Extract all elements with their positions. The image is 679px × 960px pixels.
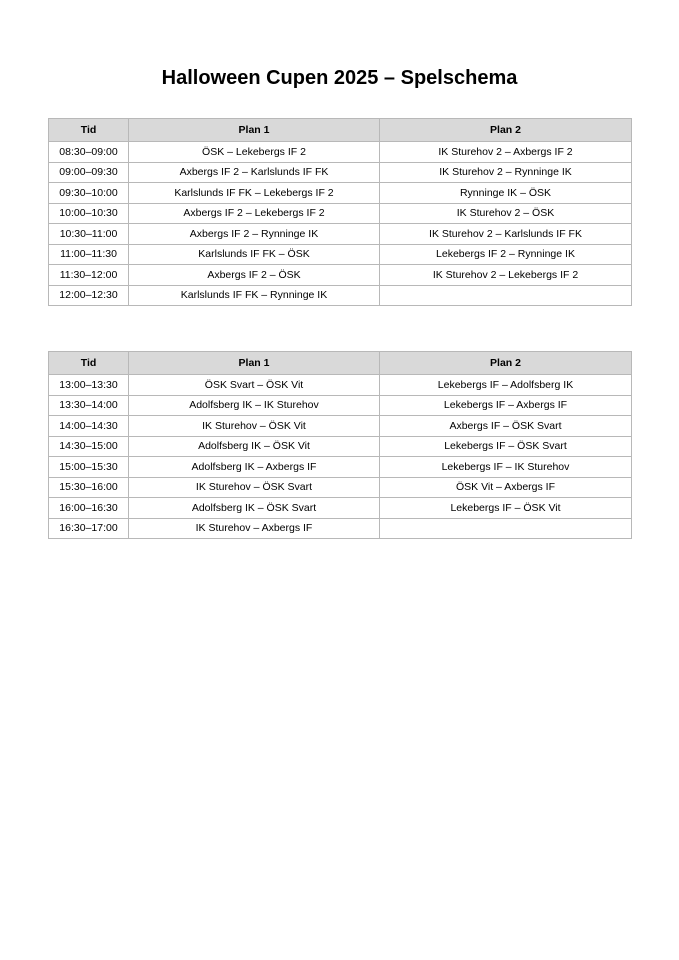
time-cell: 11:00–11:30 (49, 244, 129, 265)
table-row (49, 375, 632, 396)
table-row (49, 224, 632, 245)
time-cell: 15:00–15:30 (49, 457, 129, 478)
plan-2-match-cell: Lekebergs IF – ÖSK Svart (380, 436, 632, 457)
plan-1-match-cell: IK Sturehov – ÖSK Svart (129, 477, 380, 498)
plan-1-match-cell: Adolfsberg IK – ÖSK Vit (129, 436, 380, 457)
table-row (49, 477, 632, 498)
table-header-row (49, 352, 632, 375)
column-header-plan-1: Plan 1 (129, 119, 380, 142)
plan-1-match-cell: Karlslunds IF FK – Rynninge IK (129, 285, 380, 306)
table-header-row (49, 119, 632, 142)
time-cell: 09:00–09:30 (49, 162, 129, 183)
plan-2-match-cell: IK Sturehov 2 – Axbergs IF 2 (380, 142, 632, 163)
time-cell: 16:30–17:00 (49, 518, 129, 539)
table-row (49, 162, 632, 183)
time-cell: 10:00–10:30 (49, 203, 129, 224)
schedule-table-afternoon (48, 351, 632, 539)
table-row (49, 498, 632, 519)
time-cell: 09:30–10:00 (49, 183, 129, 204)
plan-1-match-cell: Axbergs IF 2 – Karlslunds IF FK (129, 162, 380, 183)
table-row (49, 457, 632, 478)
plan-1-match-cell: Axbergs IF 2 – Lekebergs IF 2 (129, 203, 380, 224)
plan-1-match-cell: IK Sturehov – Axbergs IF (129, 518, 380, 539)
time-cell: 16:00–16:30 (49, 498, 129, 519)
plan-2-match-cell (380, 518, 632, 539)
plan-1-match-cell: ÖSK Svart – ÖSK Vit (129, 375, 380, 396)
time-cell: 13:30–14:00 (49, 395, 129, 416)
plan-2-match-cell: Axbergs IF – ÖSK Svart (380, 416, 632, 437)
table-row (49, 183, 632, 204)
column-header-plan-1: Plan 1 (129, 352, 380, 375)
time-cell: 12:00–12:30 (49, 285, 129, 306)
plan-2-match-cell: IK Sturehov 2 – Rynninge IK (380, 162, 632, 183)
time-cell: 11:30–12:00 (49, 265, 129, 286)
plan-2-match-cell: Lekebergs IF – Adolfsberg IK (380, 375, 632, 396)
table-row (49, 265, 632, 286)
column-header-plan-2: Plan 2 (380, 119, 632, 142)
schedule-table-morning (48, 118, 632, 306)
plan-1-match-cell: Adolfsberg IK – IK Sturehov (129, 395, 380, 416)
plan-2-match-cell (380, 285, 632, 306)
plan-2-match-cell: Lekebergs IF – Axbergs IF (380, 395, 632, 416)
plan-1-match-cell: Adolfsberg IK – Axbergs IF (129, 457, 380, 478)
plan-2-match-cell: ÖSK Vit – Axbergs IF (380, 477, 632, 498)
table-row (49, 395, 632, 416)
plan-2-match-cell: Lekebergs IF – IK Sturehov (380, 457, 632, 478)
column-header-time: Tid (49, 352, 129, 375)
plan-2-match-cell: IK Sturehov 2 – Karlslunds IF FK (380, 224, 632, 245)
plan-1-match-cell: Karlslunds IF FK – ÖSK (129, 244, 380, 265)
table-row (49, 244, 632, 265)
time-cell: 08:30–09:00 (49, 142, 129, 163)
plan-1-match-cell: Karlslunds IF FK – Lekebergs IF 2 (129, 183, 380, 204)
table-row (49, 436, 632, 457)
plan-2-match-cell: Rynninge IK – ÖSK (380, 183, 632, 204)
time-cell: 15:30–16:00 (49, 477, 129, 498)
plan-2-match-cell: IK Sturehov 2 – Lekebergs IF 2 (380, 265, 632, 286)
table-row (49, 416, 632, 437)
table-row (49, 285, 632, 306)
table-row (49, 518, 632, 539)
column-header-plan-2: Plan 2 (380, 352, 632, 375)
plan-1-match-cell: ÖSK – Lekebergs IF 2 (129, 142, 380, 163)
time-cell: 14:30–15:00 (49, 436, 129, 457)
plan-1-match-cell: Adolfsberg IK – ÖSK Svart (129, 498, 380, 519)
plan-2-match-cell: IK Sturehov 2 – ÖSK (380, 203, 632, 224)
page-title: Halloween Cupen 2025 – Spelschema (161, 67, 518, 89)
table-row (49, 142, 632, 163)
plan-2-match-cell: Lekebergs IF 2 – Rynninge IK (380, 244, 632, 265)
time-cell: 14:00–14:30 (49, 416, 129, 437)
table-row (49, 203, 632, 224)
column-header-time: Tid (49, 119, 129, 142)
plan-1-match-cell: Axbergs IF 2 – ÖSK (129, 265, 380, 286)
plan-1-match-cell: Axbergs IF 2 – Rynninge IK (129, 224, 380, 245)
plan-2-match-cell: Lekebergs IF – ÖSK Vit (380, 498, 632, 519)
plan-1-match-cell: IK Sturehov – ÖSK Vit (129, 416, 380, 437)
time-cell: 13:00–13:30 (49, 375, 129, 396)
time-cell: 10:30–11:00 (49, 224, 129, 245)
